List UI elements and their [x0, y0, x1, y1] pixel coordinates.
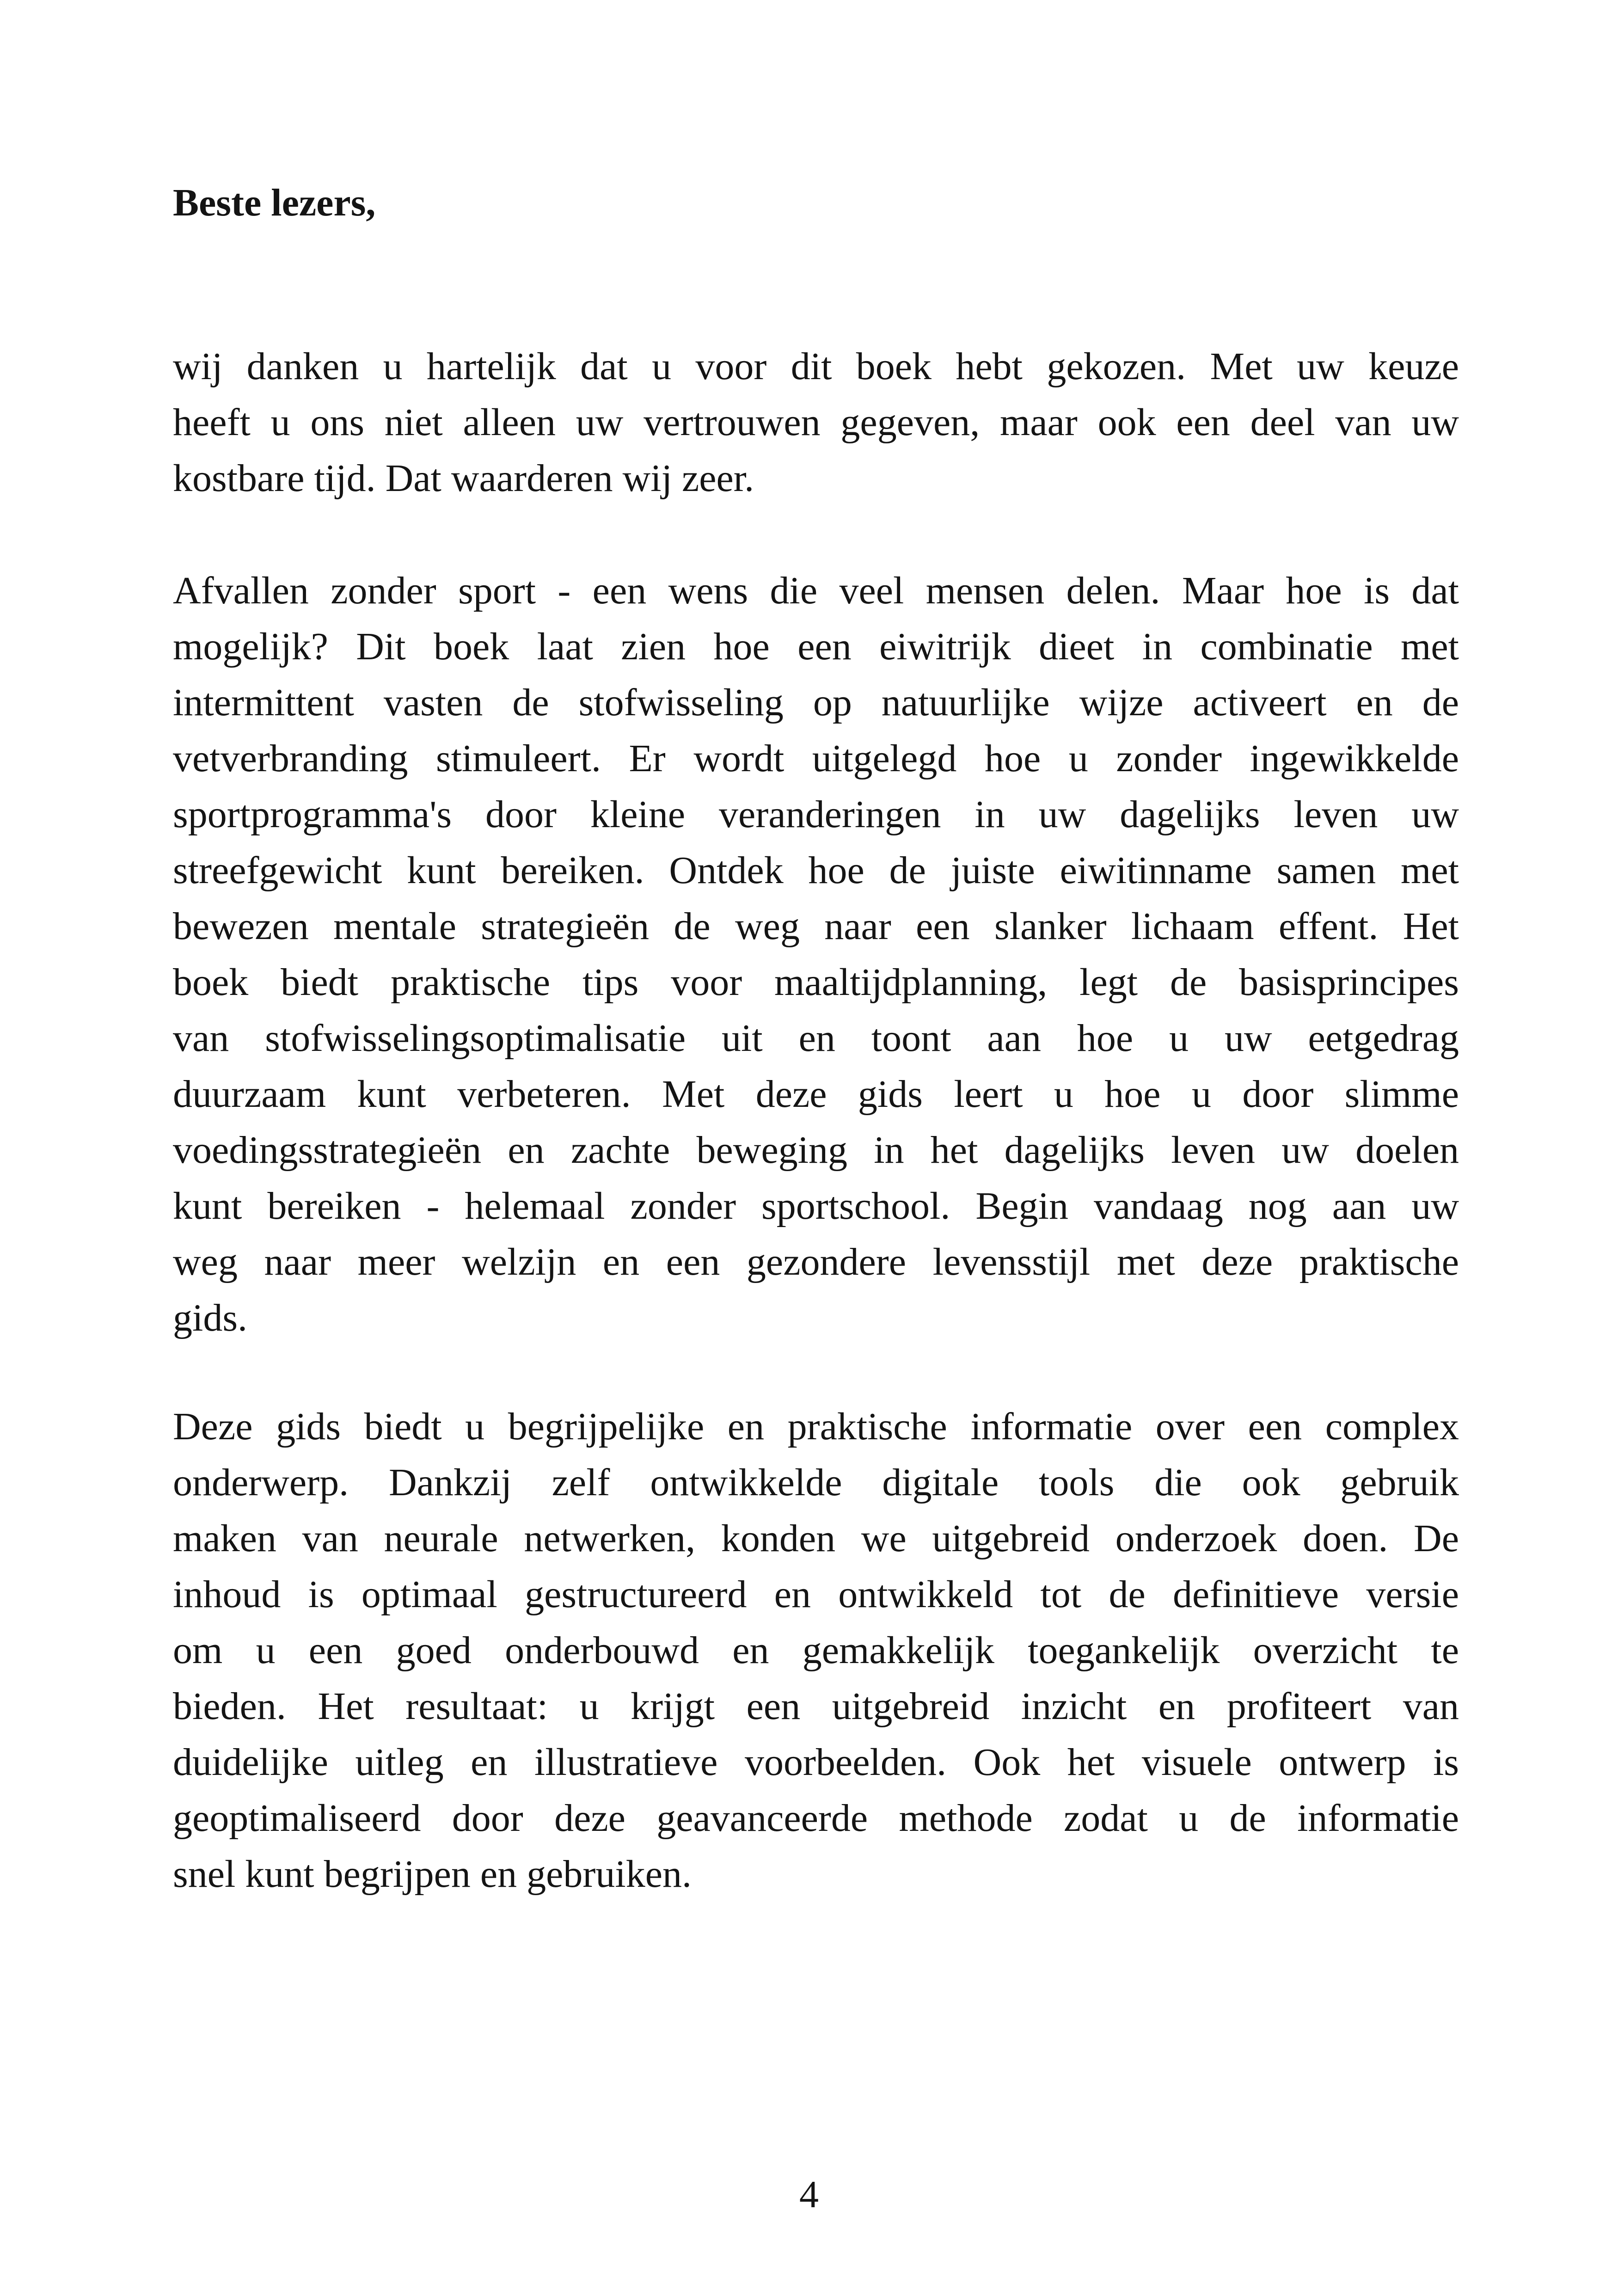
text-line: streefgewicht kunt bereiken. Ontdek hoe de juiste eiwitinname samen met — [173, 849, 1459, 892]
text-line: gids. — [173, 1296, 248, 1339]
greeting-heading: Beste lezers, — [173, 181, 376, 224]
text-line: onderwerp. Dankzij zelf ontwikkelde digitale tools die ook gebruik — [173, 1461, 1459, 1504]
page-number: 4 — [799, 2173, 819, 2216]
text-line: kunt bereiken - helemaal zonder sportschool. Begin vandaag nog aan uw — [173, 1185, 1459, 1228]
text-line: wij danken u hartelijk dat u voor dit boek hebt gekozen. Met uw keuze — [173, 345, 1459, 388]
text-line: geoptimaliseerd door deze geavanceerde methode zodat u de informatie — [173, 1797, 1459, 1840]
text-line: Deze gids biedt u begrijpelijke en praktische informatie over een complex — [173, 1405, 1459, 1448]
text-line: sportprogramma's door kleine veranderingen in uw dagelijks leven uw — [173, 793, 1459, 836]
text-line: bieden. Het resultaat: u krijgt een uitgebreid inzicht en profiteert van — [173, 1685, 1459, 1728]
paragraph-thanks — [173, 338, 1459, 506]
paragraph-book-description — [173, 563, 1459, 1346]
text-line: boek biedt praktische tips voor maaltijdplanning, legt de basisprincipes — [173, 961, 1459, 1004]
text-line: bewezen mentale strategieën de weg naar een slanker lichaam effent. Het — [173, 905, 1459, 948]
text-line: weg naar meer welzijn en een gezondere levensstijl met deze praktische — [173, 1240, 1459, 1283]
text-line: voedingsstrategieën en zachte beweging in het dagelijks leven uw doelen — [173, 1129, 1459, 1172]
text-line: heeft u ons niet alleen uw vertrouwen gegeven, maar ook een deel van uw — [173, 401, 1459, 444]
text-line: duidelijke uitleg en illustratieve voorbeelden. Ook het visuele ontwerp is — [173, 1741, 1459, 1784]
text-line: intermittent vasten de stofwisseling op natuurlijke wijze activeert en de — [173, 681, 1459, 724]
text-line: Afvallen zonder sport - een wens die veel mensen delen. Maar hoe is dat — [173, 569, 1459, 612]
text-line: maken van neurale netwerken, konden we uitgebreid onderzoek doen. De — [173, 1517, 1459, 1560]
text-line: om u een goed onderbouwd en gemakkelijk toegankelijk overzicht te — [173, 1629, 1459, 1672]
text-line: duurzaam kunt verbeteren. Met deze gids leert u hoe u door slimme — [173, 1073, 1459, 1116]
text-line: van stofwisselingsoptimalisatie uit en toont aan hoe u uw eetgedrag — [173, 1017, 1459, 1060]
paragraph-guide-info — [173, 1399, 1459, 1902]
text-line: kostbare tijd. Dat waarderen wij zeer. — [173, 457, 754, 500]
text-line: snel kunt begrijpen en gebruiken. — [173, 1853, 692, 1896]
text-line: inhoud is optimaal gestructureerd en ontwikkeld tot de definitieve versie — [173, 1573, 1459, 1616]
text-line: mogelijk? Dit boek laat zien hoe een eiwitrijk dieet in combinatie met — [173, 625, 1459, 668]
text-line: vetverbranding stimuleert. Er wordt uitgelegd hoe u zonder ingewikkelde — [173, 737, 1459, 780]
